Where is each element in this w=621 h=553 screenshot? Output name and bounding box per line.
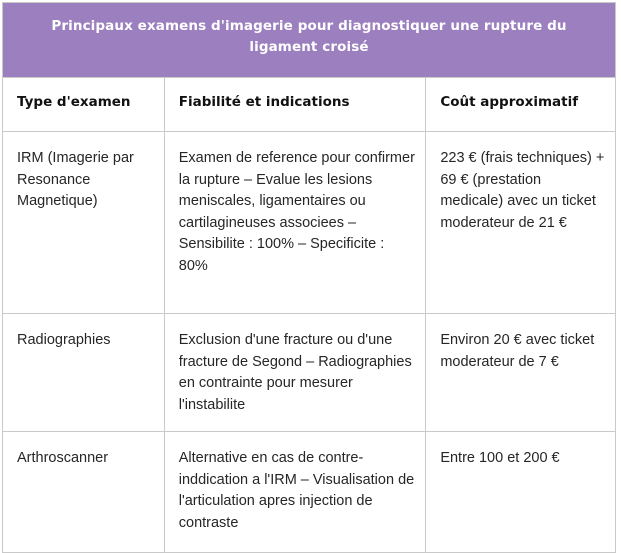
cell-cout: 223 € (frais techniques) + 69 € (prestation medicale) avec un ticket moderateur de 21 € (425, 132, 615, 313)
cell-fiabilite: Examen de reference pour confirmer la rupture – Evalue les lesions meniscales, ligamentaires ou cartilagineuses associees – Sensibilite : 100% – Specificite : 80% (164, 132, 426, 313)
cell-fiabilite: Alternative en cas de contre-inddication a l'IRM – Visualisation de l'articulation apres injection de contraste (164, 432, 426, 552)
column-header-cout: Coût approximatif (425, 78, 615, 131)
table-title: Principaux examens d'imagerie pour diagnostiquer une rupture du ligament croisé (3, 3, 615, 77)
table-header-row (3, 77, 615, 131)
cell-exam-type: Radiographies (17, 332, 111, 348)
cell-cout: Entre 100 et 200 € (425, 432, 615, 552)
column-header-type: Type d'examen (17, 94, 131, 110)
table-row (3, 431, 615, 552)
cell-exam-type: IRM (Imagerie par Resonance Magnetique) (17, 150, 134, 210)
table-row (3, 313, 615, 431)
column-header-fiabilite: Fiabilité et indications (164, 78, 426, 131)
cell-cout: Environ 20 € avec ticket moderateur de 7 € (425, 314, 615, 431)
table-row (3, 131, 615, 313)
cell-fiabilite: Exclusion d'une fracture ou d'une fracture de Segond – Radiographies en contrainte pour mesurer l'instabilite (164, 314, 426, 431)
cell-exam-type: Arthroscanner (17, 450, 109, 466)
exam-table (2, 2, 616, 553)
